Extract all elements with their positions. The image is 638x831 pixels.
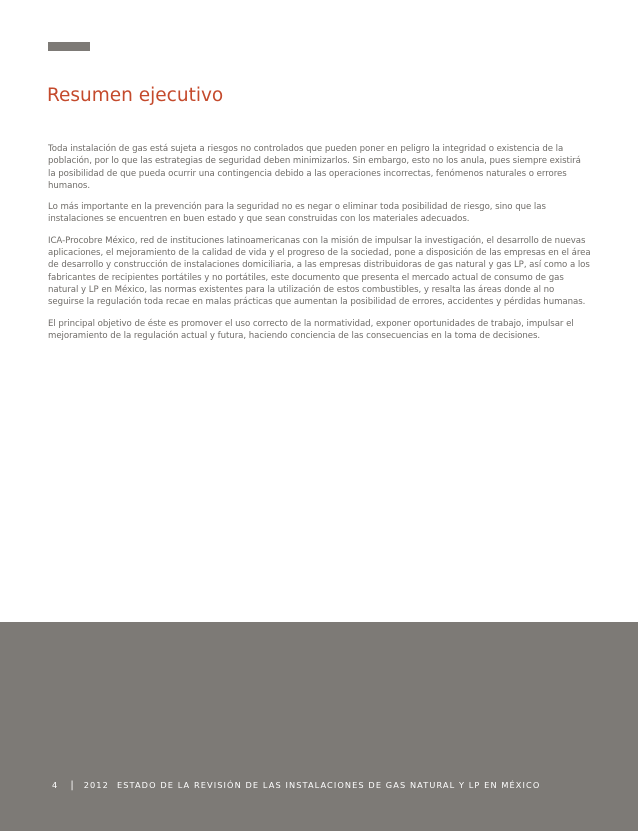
- footer-year: 2012: [83, 780, 109, 790]
- footer-band: [0, 622, 638, 831]
- decorative-top-bar: [48, 42, 90, 51]
- paragraph-4: El principal objetivo de éste es promover el uso correcto de la normatividad, exponer oportunidades de trabajo, impulsar el mejoramiento de la regulación actual y futura, haciendo conciencia de las consecuencias en la toma de decisiones.: [48, 318, 574, 341]
- footer-document-title: ESTADO DE LA REVISIÓN DE LAS INSTALACIONES DE GAS NATURAL Y LP EN MÉXICO: [116, 780, 541, 790]
- footer-separator: |: [70, 779, 74, 791]
- paragraph-2: Lo más importante en la prevención para la seguridad no es negar o eliminar toda posibilidad de riesgo, sino que las instalaciones se encuentren en buen estado y que sean construidas con los materiales adecuados.: [48, 202, 546, 225]
- executive-summary-body: [48, 143, 591, 351]
- paragraph-1: Toda instalación de gas está sujeta a riesgos no controlados que pueden poner en peligro la integridad o existencia de la población, por lo que las estrategias de seguridad deben minimizarlos. Sin embargo, esto no los anula, pues siempre existirá la posibilidad de que pueda ocurrir una contingencia debido a las operaciones incorrectas, fenómenos naturales o errores humanos.: [48, 144, 581, 191]
- page-number: 4: [52, 780, 59, 790]
- page-title: Resumen ejecutivo: [47, 85, 224, 106]
- paragraph-3: ICA-Procobre México, red de instituciones latinoamericanas con la misión de impulsar la investigación, el desarrollo de nuevas aplicaciones, el mejoramiento de la calidad de vida y el progreso de la sociedad, pone a disposición de las empresas en el área de desarrollo y construcción de instalaciones domiciliaria, a las empresas distribuidoras de gas natural y gas LP, así como a los fabricantes de recipientes portátiles y no portátiles, este documento que presenta el mercado actual de consumo de gas natural y LP en México, las normas existentes para la utilización de estos combustibles, y resalta las áreas donde al no seguirse la regulación toda recae en malas prácticas que aumentan la posibilidad de errores, accidentes y pérdidas humanas.: [48, 235, 591, 308]
- page-footer: [52, 778, 540, 792]
